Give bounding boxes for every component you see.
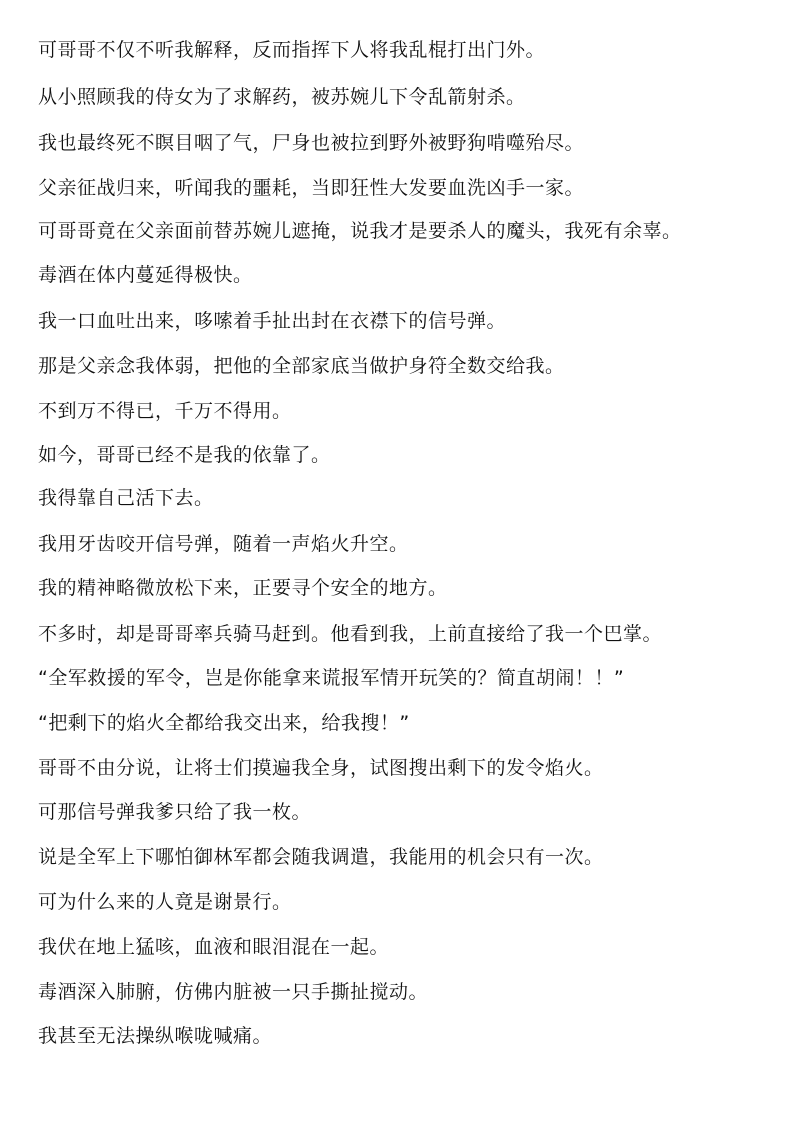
paragraph-21: 我伏在地上猛咳，血液和眼泪混在一起。	[38, 936, 390, 958]
paragraph-16: “把剩下的焰火全都给我交出来，给我搜！”	[38, 712, 410, 734]
paragraph-8: 那是父亲念我体弱，把他的全部家底当做护身符全数交给我。	[38, 355, 565, 377]
paragraph-6: 毒酒在体内蔓延得极快。	[38, 264, 253, 286]
paragraph-9: 不到万不得已，千万不得用。	[38, 400, 292, 422]
paragraph-1: 可哥哥不仅不听我解释，反而指挥下人将我乱棍打出门外。	[38, 39, 546, 61]
paragraph-22: 毒酒深入肺腑，仿佛内脏被一只手撕扯搅动。	[38, 981, 429, 1003]
paragraph-3: 我也最终死不瞑目咽了气，尸身也被拉到野外被野狗啃噬殆尽。	[38, 132, 585, 154]
paragraph-10: 如今，哥哥已经不是我的依靠了。	[38, 444, 331, 466]
paragraph-14: 不多时，却是哥哥率兵骑马赶到。他看到我，上前直接给了我一个巴掌。	[38, 623, 663, 645]
paragraph-4: 父亲征战归来，听闻我的噩耗，当即狂性大发要血洗凶手一家。	[38, 177, 585, 199]
paragraph-15: “全军救援的军令，岂是你能拿来谎报军情开玩笑的？简直胡闹！！”	[38, 667, 625, 689]
paragraph-13: 我的精神略微放松下来，正要寻个安全的地方。	[38, 577, 448, 599]
paragraph-12: 我用牙齿咬开信号弹，随着一声焰火升空。	[38, 533, 409, 555]
paragraph-19: 说是全军上下哪怕御林军都会随我调遣，我能用的机会只有一次。	[38, 846, 604, 868]
paragraph-11: 我得靠自己活下去。	[38, 487, 214, 509]
paragraph-23: 我甚至无法操纵喉咙喊痛。	[38, 1025, 273, 1047]
paragraph-5: 可哥哥竟在父亲面前替苏婉儿遮掩，说我才是要杀人的魔头，我死有余辜。	[38, 220, 682, 242]
paragraph-17: 哥哥不由分说，让将士们摸遍我全身，试图搜出剩下的发令焰火。	[38, 757, 604, 779]
paragraph-7: 我一口血吐出来，哆嗦着手扯出封在衣襟下的信号弹。	[38, 310, 507, 332]
paragraph-2: 从小照顾我的侍女为了求解药，被苏婉儿下令乱箭射杀。	[38, 86, 526, 108]
paragraph-18: 可那信号弹我爹只给了我一枚。	[38, 801, 312, 823]
paragraph-20: 可为什么来的人竟是谢景行。	[38, 891, 292, 913]
